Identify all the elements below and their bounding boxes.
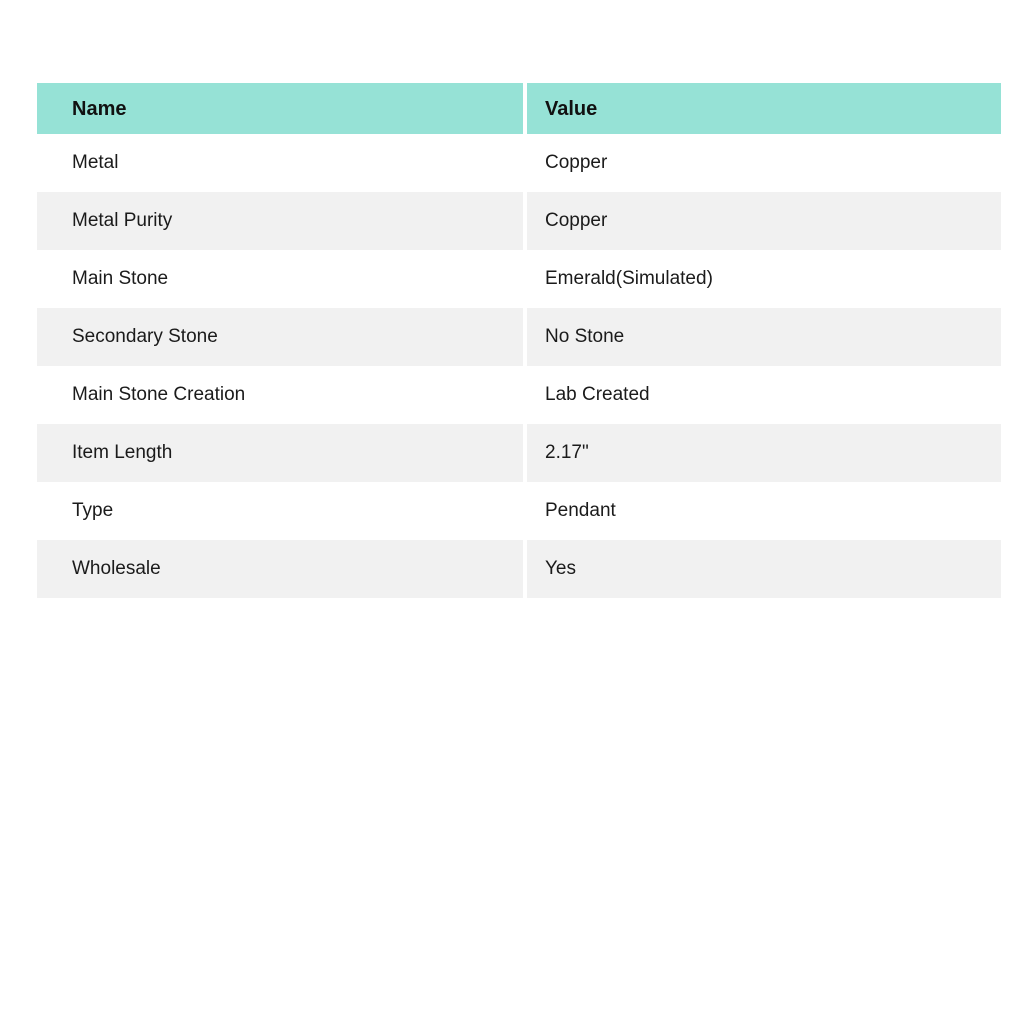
attribute-value: Lab Created bbox=[527, 366, 1001, 424]
attribute-name: Main Stone Creation bbox=[37, 366, 523, 424]
table-header-row bbox=[37, 83, 1001, 134]
table-row-wholesale bbox=[37, 540, 1001, 598]
product-attributes-table bbox=[37, 83, 1001, 598]
attribute-value: Pendant bbox=[527, 482, 1001, 540]
table-row-item-length bbox=[37, 424, 1001, 482]
table-row-secondary-stone bbox=[37, 308, 1001, 366]
attribute-name: Main Stone bbox=[37, 250, 523, 308]
table-row-metal-purity bbox=[37, 192, 1001, 250]
table-row-type bbox=[37, 482, 1001, 540]
attribute-value: Yes bbox=[527, 540, 1001, 598]
attribute-name: Secondary Stone bbox=[37, 308, 523, 366]
column-header-value: Value bbox=[527, 83, 1001, 134]
attribute-value: Emerald(Simulated) bbox=[527, 250, 1001, 308]
attribute-name: Type bbox=[37, 482, 523, 540]
attribute-value: Copper bbox=[527, 134, 1001, 192]
attribute-value: 2.17" bbox=[527, 424, 1001, 482]
attribute-value: Copper bbox=[527, 192, 1001, 250]
table-row-main-stone-creation bbox=[37, 366, 1001, 424]
attribute-name: Metal bbox=[37, 134, 523, 192]
table-row-main-stone bbox=[37, 250, 1001, 308]
column-header-name: Name bbox=[37, 83, 523, 134]
attribute-value: No Stone bbox=[527, 308, 1001, 366]
attribute-name: Item Length bbox=[37, 424, 523, 482]
attribute-name: Metal Purity bbox=[37, 192, 523, 250]
attribute-name: Wholesale bbox=[37, 540, 523, 598]
table-row-metal bbox=[37, 134, 1001, 192]
